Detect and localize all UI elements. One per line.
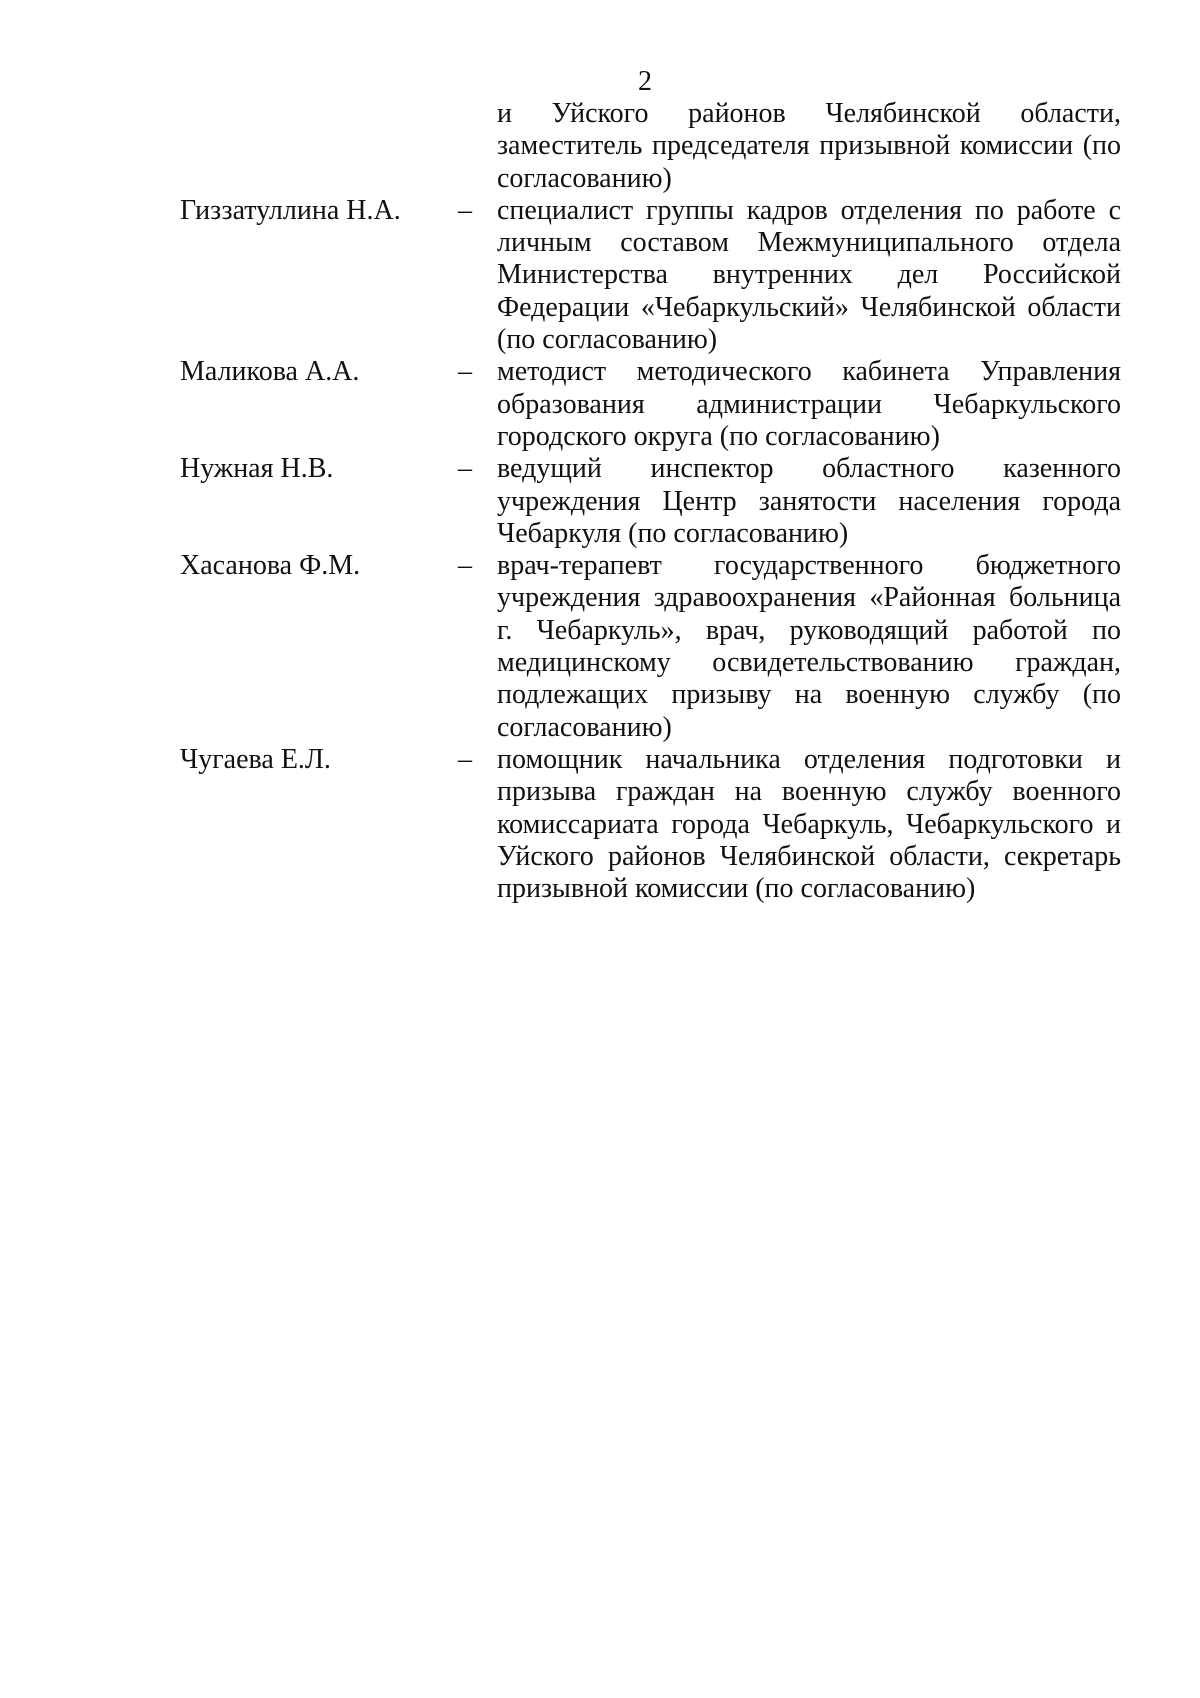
separator-dash: –: [458, 453, 472, 485]
member-position: методист методического кабинета Управления образования администрации Чебаркульского городского округа (по согласованию): [497, 356, 1121, 452]
separator-dash: –: [458, 356, 472, 388]
separator-dash: –: [458, 743, 472, 775]
member-entry-chugaeva: [0, 744, 1200, 905]
member-entry-nuzhnaya: [0, 453, 1200, 550]
member-name: Маликова А.А.: [180, 356, 360, 388]
member-position: и Уйского районов Челябинской области, заместитель председателя призывной комиссии (по согласованию): [497, 98, 1121, 194]
member-position: ведущий инспектор областного казенного учреждения Центр занятости населения города Чебаркуля (по согласованию): [497, 453, 1121, 549]
member-name: Нужная Н.В.: [180, 453, 334, 485]
member-name: Гиззатуллина Н.А.: [180, 194, 401, 226]
member-position: врач-терапевт государственного бюджетного учреждения здравоохранения «Районная больница г. Чебаркуль», врач, руководящий работой по медицинскому освидетельствованию граждан, подлежащих призыву на военную службу (по согласованию): [497, 550, 1121, 743]
commission-members-list: [0, 98, 1200, 905]
page-number: 2: [638, 66, 652, 97]
member-name: Хасанова Ф.М.: [180, 550, 361, 582]
member-entry-continuation: [0, 98, 1200, 195]
separator-dash: –: [458, 194, 472, 226]
member-position: помощник начальника отделения подготовки и призыва граждан на военную службу военного комиссариата города Чебаркуль, Чебаркульского и Уйского районов Челябинской области, секретарь призывной комиссии (по согласованию): [497, 743, 1121, 905]
separator-dash: –: [458, 550, 472, 582]
member-entry-malikova: [0, 356, 1200, 453]
member-entry-khasanova: [0, 550, 1200, 744]
member-entry-gizzatullina: [0, 195, 1200, 356]
member-position: специалист группы кадров отделения по работе с личным составом Межмуниципального отдела Министерства внутренних дел Российской Федерации «Чебаркульский» Челябинской области (по согласованию): [497, 194, 1121, 356]
member-name: Чугаева Е.Л.: [180, 743, 331, 775]
